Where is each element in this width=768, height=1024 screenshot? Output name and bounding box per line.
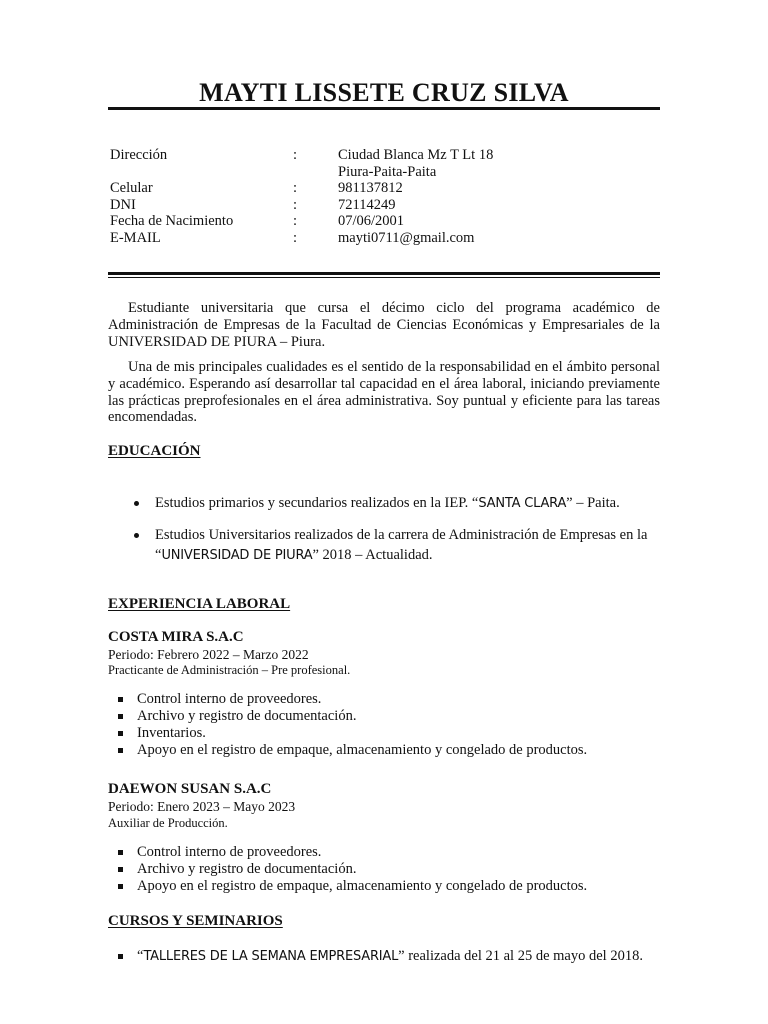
job-task: Control interno de proveedores.	[116, 691, 676, 708]
job-task: Archivo y registro de documentación.	[116, 708, 676, 725]
courses-heading: CURSOS Y SEMINARIOS	[108, 913, 283, 929]
contact-label: DNI	[110, 196, 136, 213]
candidate-name: MAYTI LISSETE CRUZ SILVA	[199, 78, 569, 107]
square-bullet-icon	[118, 748, 123, 753]
job-period: Periodo: Enero 2023 – Mayo 2023	[108, 799, 296, 814]
contact-colon: :	[293, 180, 298, 197]
school-name: SANTA CLARA	[478, 496, 567, 511]
experience-heading: EXPERIENCIA LABORAL	[108, 596, 291, 612]
course-name: TALLERES DE LA SEMANA EMPRESARIAL	[143, 949, 399, 964]
job-company: COSTA MIRA S.A.C	[108, 629, 244, 645]
email-address: mayti0711@gmail.com	[338, 229, 475, 246]
contact-row-dni	[108, 197, 668, 214]
contact-value: 72114249	[338, 196, 396, 213]
contact-info	[108, 147, 668, 247]
job-role: Practicante de Administración – Pre profesional.	[108, 663, 351, 677]
job-role: Auxiliar de Producción.	[108, 816, 228, 830]
job-task: Archivo y registro de documentación.	[116, 861, 676, 878]
square-bullet-icon	[118, 731, 123, 736]
contact-value: Piura-Paita-Paita	[338, 163, 437, 180]
bullet-icon	[134, 533, 139, 538]
contact-row-email	[108, 230, 668, 247]
job-company: DAEWON SUSAN S.A.C	[108, 781, 272, 797]
education-list	[130, 493, 670, 514]
header-rule	[108, 107, 660, 110]
section-divider	[108, 272, 660, 275]
contact-colon: :	[293, 147, 298, 163]
course-item: “TALLERES DE LA SEMANA EMPRESARIAL” realizada del 21 al 25 de mayo del 2018.	[116, 947, 656, 966]
job-task-list	[116, 691, 676, 759]
square-bullet-icon	[118, 714, 123, 719]
bullet-icon	[134, 501, 139, 506]
education-heading: EDUCACIÓN	[108, 443, 201, 459]
contact-label: Fecha de Nacimiento	[110, 213, 234, 230]
contact-colon: :	[293, 213, 298, 230]
square-bullet-icon	[118, 867, 123, 872]
square-bullet-icon	[118, 697, 123, 702]
job-task: Control interno de proveedores.	[116, 844, 676, 861]
contact-row-phone	[108, 180, 668, 197]
contact-value: 981137812	[338, 180, 403, 197]
education-item: Estudios primarios y secundarios realizados en la IEP. “SANTA CLARA” – Paita.	[130, 493, 670, 514]
contact-value: 07/06/2001	[338, 213, 405, 230]
contact-colon: :	[293, 229, 298, 246]
job-period: Periodo: Febrero 2022 – Marzo 2022	[108, 647, 309, 662]
university-name: UNIVERSIDAD DE PIURA	[161, 548, 313, 563]
job-task-list	[116, 844, 676, 895]
courses-list	[116, 947, 656, 966]
education-item: Estudios Universitarios realizados de la carrera de Administración de Empresas en la “UNIVERSIDAD DE PIURA” 2018 – Actualidad.	[130, 525, 670, 566]
contact-label: Dirección	[110, 147, 168, 163]
contact-label: Celular	[110, 180, 153, 197]
profile-paragraph-1: Estudiante universitaria que cursa el décimo ciclo del programa académico de Administración de Empresas de la Facultad de Ciencias Económicas y Empresariales de la UNIVERSIDAD DE PIURA – Piura.	[108, 300, 660, 350]
contact-row-birthdate	[108, 213, 668, 230]
job-task: Apoyo en el registro de empaque, almacenamiento y congelado de productos.	[116, 742, 676, 759]
contact-row-address	[108, 147, 668, 164]
contact-row-address-cont	[108, 164, 668, 181]
section-divider-thin	[108, 277, 660, 278]
contact-colon: :	[293, 196, 298, 213]
job-task: Inventarios.	[116, 725, 676, 742]
job-task: Apoyo en el registro de empaque, almacenamiento y congelado de productos.	[116, 878, 676, 895]
square-bullet-icon	[118, 884, 123, 889]
education-list	[130, 525, 670, 566]
contact-value: Ciudad Blanca Mz T Lt 18	[338, 147, 494, 163]
square-bullet-icon	[118, 954, 123, 959]
contact-label: E-MAIL	[110, 229, 161, 246]
profile-paragraph-2: Una de mis principales cualidades es el sentido de la responsabilidad en el ámbito personal y académico. Esperando así desarrollar tal capacidad en el área laboral, iniciando previamente las prácticas preprofesionales en el área administrativa. Soy puntual y eficiente para las tareas encomendadas.	[108, 359, 660, 426]
square-bullet-icon	[118, 850, 123, 855]
